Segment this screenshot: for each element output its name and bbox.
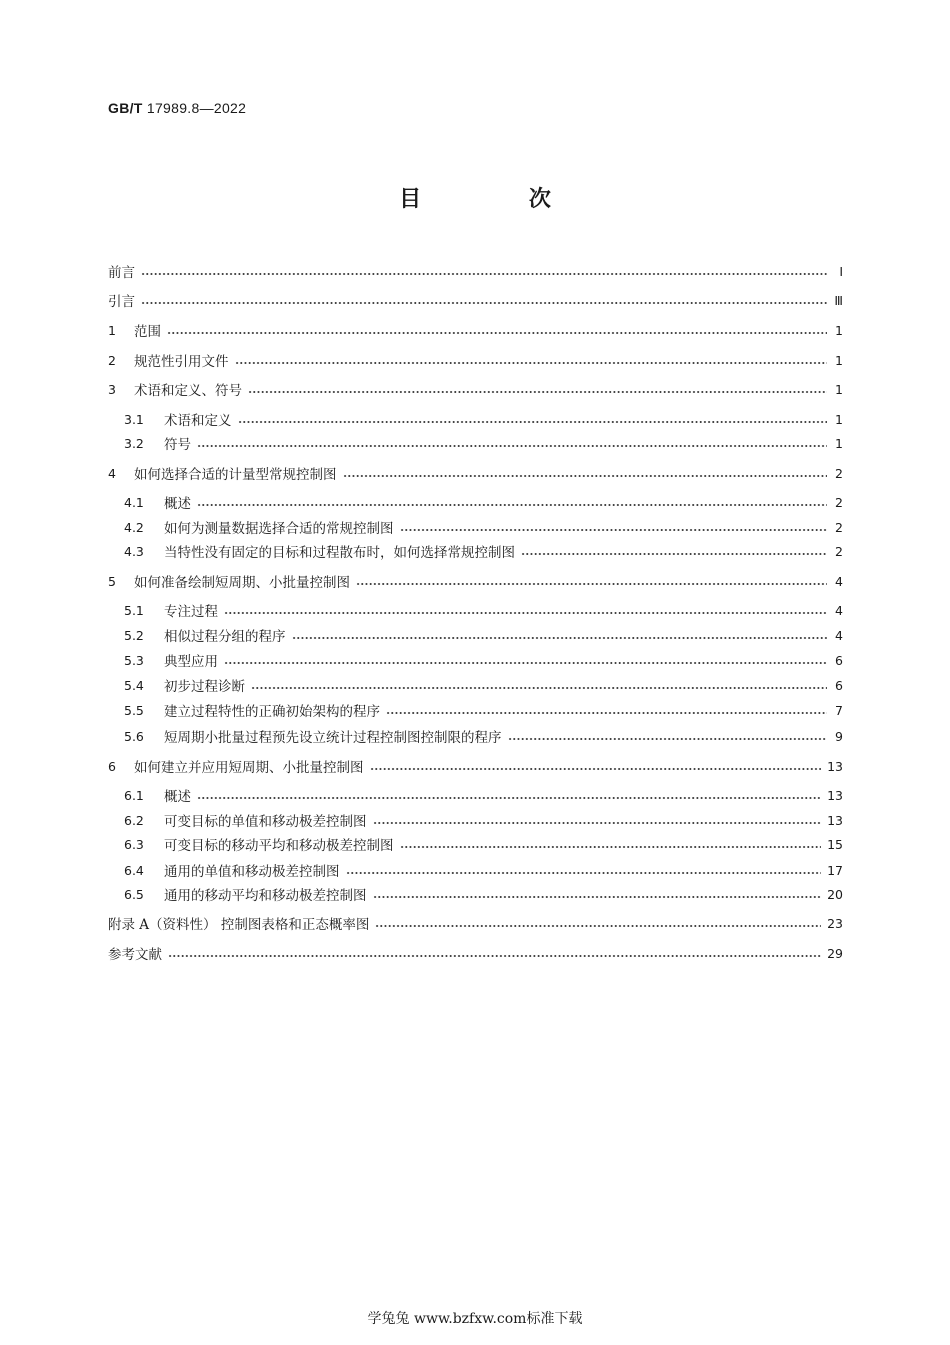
toc-row[interactable] (108, 625, 843, 645)
toc-dot-leader (224, 662, 827, 664)
toc-page-number: 4 (835, 627, 843, 643)
toc-row[interactable] (108, 810, 843, 830)
toc-dot-leader (235, 362, 828, 364)
toc-dot-leader (197, 797, 821, 799)
toc-number: 6.5 (124, 886, 144, 902)
toc-label: 概述 (164, 789, 191, 805)
toc-dot-leader (370, 768, 822, 770)
toc-page-number: 13 (827, 787, 843, 803)
toc-label: 可变目标的单值和移动极差控制图 (164, 814, 367, 830)
toc-label: 概述 (164, 496, 191, 512)
toc-label: 可变目标的移动平均和移动极差控制图 (164, 838, 394, 854)
toc-label: 如何选择合适的计量型常规控制图 (134, 467, 337, 483)
toc-page-number: 4 (835, 602, 843, 618)
toc-label: 术语和定义、符号 (134, 383, 242, 399)
toc-number: 5 (108, 573, 116, 589)
toc-row[interactable] (108, 320, 843, 340)
toc-row[interactable] (108, 913, 843, 933)
toc-number: 4.2 (124, 519, 144, 535)
toc-number: 5.2 (124, 627, 144, 643)
toc-label: 规范性引用文件 (134, 354, 229, 370)
toc-row[interactable] (108, 834, 843, 854)
toc-page-number: Ⅲ (834, 292, 843, 308)
toc-number: 4.1 (124, 494, 144, 510)
toc-page-number: 23 (827, 915, 843, 931)
toc-dot-leader (373, 822, 822, 824)
toc-page-number: 13 (827, 758, 843, 774)
table-of-contents (108, 0, 843, 1000)
toc-page-number: 1 (835, 435, 843, 451)
toc-dot-leader (343, 475, 828, 477)
toc-number: 5.3 (124, 652, 144, 668)
toc-page-number: 1 (835, 352, 843, 368)
toc-row[interactable] (108, 571, 843, 591)
toc-page-number: 7 (835, 702, 843, 718)
toc-dot-leader (375, 925, 821, 927)
toc-label: 前言 (108, 265, 135, 281)
toc-dot-leader (248, 391, 827, 393)
toc-label: 术语和定义 (164, 413, 232, 429)
toc-label: 参考文献 (108, 947, 162, 963)
toc-number: 5.4 (124, 677, 144, 693)
toc-page-number: 17 (827, 862, 843, 878)
toc-number: 6.3 (124, 836, 144, 852)
toc-row[interactable] (108, 726, 843, 746)
toc-number: 4.3 (124, 543, 144, 559)
toc-page-number: 13 (827, 812, 843, 828)
footer-watermark: 学兔兔 www.bzfxw.com标准下载 (367, 1311, 583, 1327)
toc-dot-leader (356, 583, 827, 585)
toc-page-number: 6 (835, 677, 843, 693)
toc-row[interactable] (108, 433, 843, 453)
toc-number: 1 (108, 322, 116, 338)
toc-number: 6.4 (124, 862, 144, 878)
toc-row[interactable] (108, 650, 843, 670)
toc-number: 6 (108, 758, 116, 774)
toc-label: 建立过程特性的正确初始架构的程序 (164, 704, 380, 720)
toc-page-number: 4 (835, 573, 843, 589)
toc-page-number: 2 (835, 494, 843, 510)
toc-page-number: 15 (827, 836, 843, 852)
toc-page-number: 20 (827, 886, 843, 902)
toc-dot-leader (224, 612, 827, 614)
toc-label: 通用的单值和移动极差控制图 (164, 864, 340, 880)
toc-row[interactable] (108, 860, 843, 880)
toc-label: 符号 (164, 437, 191, 453)
toc-number: 6.1 (124, 787, 144, 803)
toc-row[interactable] (108, 290, 843, 310)
toc-page-number: 1 (835, 381, 843, 397)
toc-number: 5.6 (124, 728, 144, 744)
toc-number: 6.2 (124, 812, 144, 828)
toc-dot-leader (168, 955, 821, 957)
toc-page-number: 1 (835, 411, 843, 427)
toc-page-number: 2 (835, 465, 843, 481)
toc-page-number: 9 (835, 728, 843, 744)
toc-label: 如何为测量数据选择合适的常规控制图 (164, 521, 394, 537)
toc-row[interactable] (108, 943, 843, 963)
toc-label: 通用的移动平均和移动极差控制图 (164, 888, 367, 904)
toc-row[interactable] (108, 261, 843, 281)
toc-row[interactable] (108, 756, 843, 776)
toc-dot-leader (141, 273, 827, 275)
toc-row[interactable] (108, 409, 843, 429)
toc-label: 初步过程诊断 (164, 679, 245, 695)
toc-label: 附录 A（资料性） 控制图表格和正态概率图 (108, 917, 370, 933)
toc-label: 典型应用 (164, 654, 218, 670)
toc-dot-leader (346, 872, 822, 874)
toc-number: 5.5 (124, 702, 144, 718)
page-title: 目 次 (399, 187, 601, 212)
toc-dot-leader (386, 712, 827, 714)
toc-number: 3 (108, 381, 116, 397)
toc-row[interactable] (108, 492, 843, 512)
standard-code-prefix: GB/T (108, 100, 143, 116)
toc-page-number: 1 (835, 322, 843, 338)
toc-dot-leader (167, 332, 827, 334)
toc-label: 短周期小批量过程预先设立统计过程控制图控制限的程序 (164, 730, 502, 746)
toc-row[interactable] (108, 463, 843, 483)
toc-dot-leader (400, 846, 822, 848)
toc-number: 5.1 (124, 602, 144, 618)
toc-dot-leader (521, 553, 827, 555)
toc-dot-leader (141, 302, 827, 304)
toc-row[interactable] (108, 379, 843, 399)
toc-page-number: 29 (827, 945, 843, 961)
toc-row[interactable] (108, 675, 843, 695)
toc-number: 2 (108, 352, 116, 368)
toc-dot-leader (400, 529, 828, 531)
toc-label: 引言 (108, 294, 135, 310)
toc-label: 如何建立并应用短周期、小批量控制图 (134, 760, 364, 776)
toc-row[interactable] (108, 517, 843, 537)
toc-number: 3.2 (124, 435, 144, 451)
standard-code-number: 17989.8—2022 (146, 100, 247, 116)
toc-row[interactable] (108, 785, 843, 805)
toc-number: 4 (108, 465, 116, 481)
toc-dot-leader (251, 687, 827, 689)
toc-page-number: 2 (835, 543, 843, 559)
toc-row[interactable] (108, 600, 843, 620)
toc-label: 如何准备绘制短周期、小批量控制图 (134, 575, 350, 591)
toc-number: 3.1 (124, 411, 144, 427)
toc-row[interactable] (108, 541, 843, 561)
toc-page-number: 2 (835, 519, 843, 535)
toc-label: 范围 (134, 324, 161, 340)
toc-page-number: Ⅰ (839, 263, 843, 279)
toc-dot-leader (508, 738, 828, 740)
toc-row[interactable] (108, 350, 843, 370)
toc-row[interactable] (108, 700, 843, 720)
toc-dot-leader (373, 896, 822, 898)
toc-label: 专注过程 (164, 604, 218, 620)
toc-label: 当特性没有固定的目标和过程散布时，如何选择常规控制图 (164, 545, 515, 561)
toc-dot-leader (292, 637, 828, 639)
toc-row[interactable] (108, 884, 843, 904)
toc-dot-leader (238, 421, 828, 423)
toc-label: 相似过程分组的程序 (164, 629, 286, 645)
toc-dot-leader (197, 445, 827, 447)
toc-page-number: 6 (835, 652, 843, 668)
toc-dot-leader (197, 504, 827, 506)
